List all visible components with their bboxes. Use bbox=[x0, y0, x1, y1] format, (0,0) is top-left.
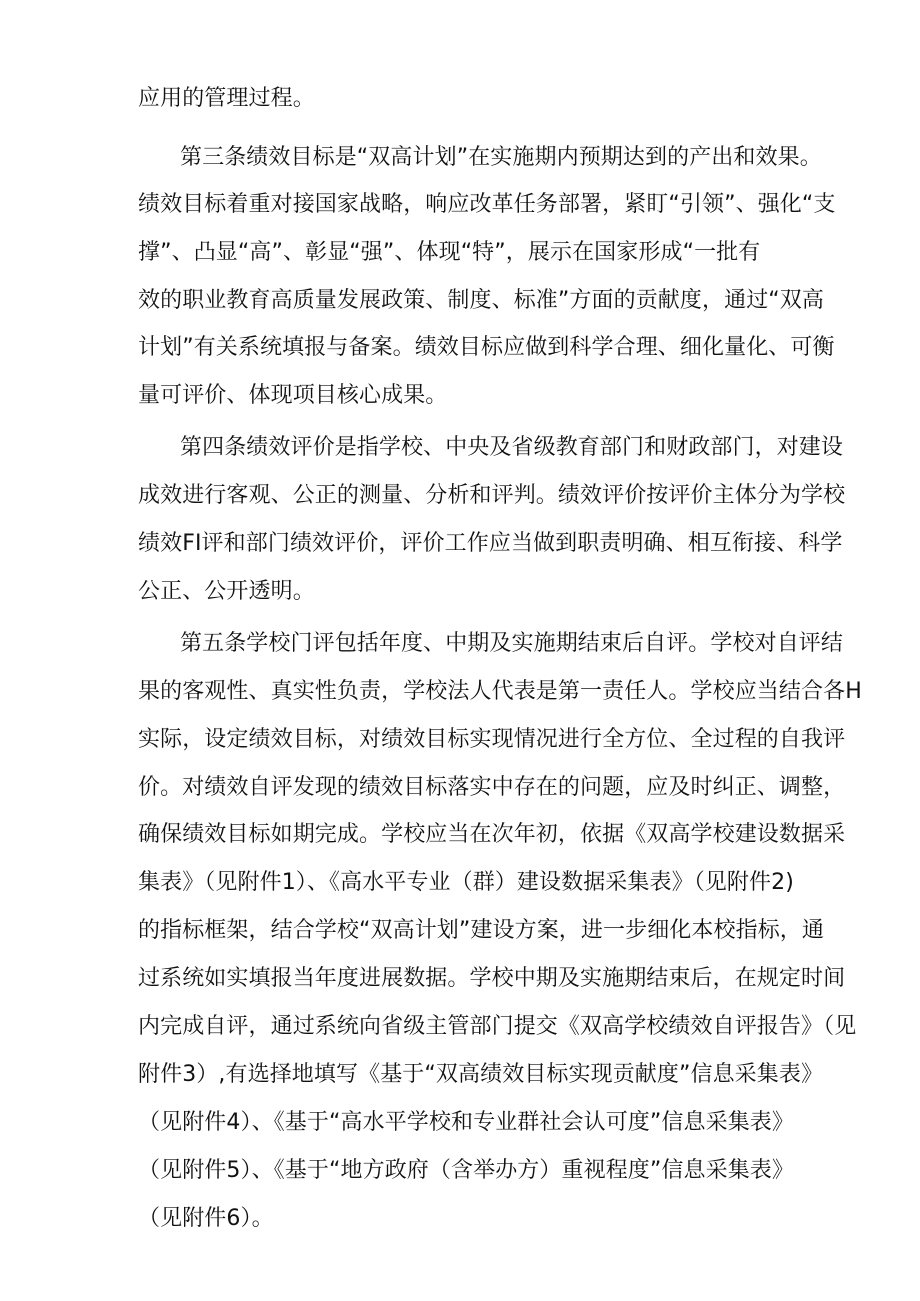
text-line: 绩效FI评和部门绩效评价，评价工作应当做到职责明确、相互衔接、科学 bbox=[138, 531, 843, 556]
text-line: （见附件4）、《基于“高水平学校和专业群社会认可度”信息采集表》 bbox=[138, 1110, 794, 1135]
text-line: 价。对绩效自评发现的绩效目标落实中存在的问题，应及时纠正、调整， bbox=[138, 775, 846, 800]
text-line: 成效进行客观、公正的测量、分析和评判。绩效评价按评价主体分为学校 bbox=[138, 483, 846, 508]
text-line: （见附件5）、《基于“地方政府（含举办方）重视程度”信息采集表》 bbox=[138, 1158, 794, 1183]
text-line: （见附件6）。 bbox=[138, 1206, 274, 1231]
text-line: 撑”、凸显“高”、彰显“强”、体现“特”，展示在国家形成“一批有 bbox=[138, 240, 761, 265]
text-line: 过系统如实填报当年度进展数据。学校中期及实施期结束后，在规定时间 bbox=[138, 966, 846, 991]
text-line: 量可评价、体现项目核心成果。 bbox=[138, 383, 448, 408]
text-line: 应用的管理过程。 bbox=[138, 86, 315, 111]
text-line: 确保绩效目标如期完成。学校应当在次年初，依据《双高学校建设数据采 bbox=[138, 822, 846, 847]
text-line: 实际，设定绩效目标，对绩效目标实现情况进行全方位、全过程的自我评 bbox=[138, 727, 846, 752]
text-line: 效的职业教育高质量发展政策、制度、标准”方面的贡献度，通过“双高 bbox=[138, 288, 824, 313]
text-line: 的指标框架，结合学校“双高计划”建设方案，进一步细化本校指标，通 bbox=[138, 918, 824, 943]
text-line: 计划”有关系统填报与备案。绩效目标应做到科学合理、细化量化、可衡 bbox=[138, 335, 835, 360]
text-line: 内完成自评，通过系统向省级主管部门提交《双高学校绩效自评报告》（见 bbox=[138, 1014, 857, 1039]
paragraph-article-3-line: 第三条绩效目标是“双高计划”在实施期内预期达到的产出和效果。 bbox=[180, 145, 822, 170]
text-line: 公正、公开透明。 bbox=[138, 579, 315, 604]
paragraph-article-4-line: 第四条绩效评价是指学校、中央及省级教育部门和财政部门，对建设 bbox=[180, 435, 844, 460]
text-line: 附件3）,有选择地填写《基于“双高绩效目标实现贡献度”信息采集表》 bbox=[138, 1062, 824, 1087]
text-line: 绩效目标着重对接国家战略，响应改革任务部署，紧盯“引领”、强化“支 bbox=[138, 192, 836, 217]
text-line: 果的客观性、真实性负责，学校法人代表是第一责任人。学校应当结合各H bbox=[138, 679, 862, 704]
paragraph-article-5-line: 第五条学校门评包括年度、中期及实施期结束后自评。学校对自评结 bbox=[180, 631, 844, 656]
text-line: 集表》（见附件1）、《高水平专业（群）建设数据采集表》（见附件2) bbox=[138, 870, 794, 895]
